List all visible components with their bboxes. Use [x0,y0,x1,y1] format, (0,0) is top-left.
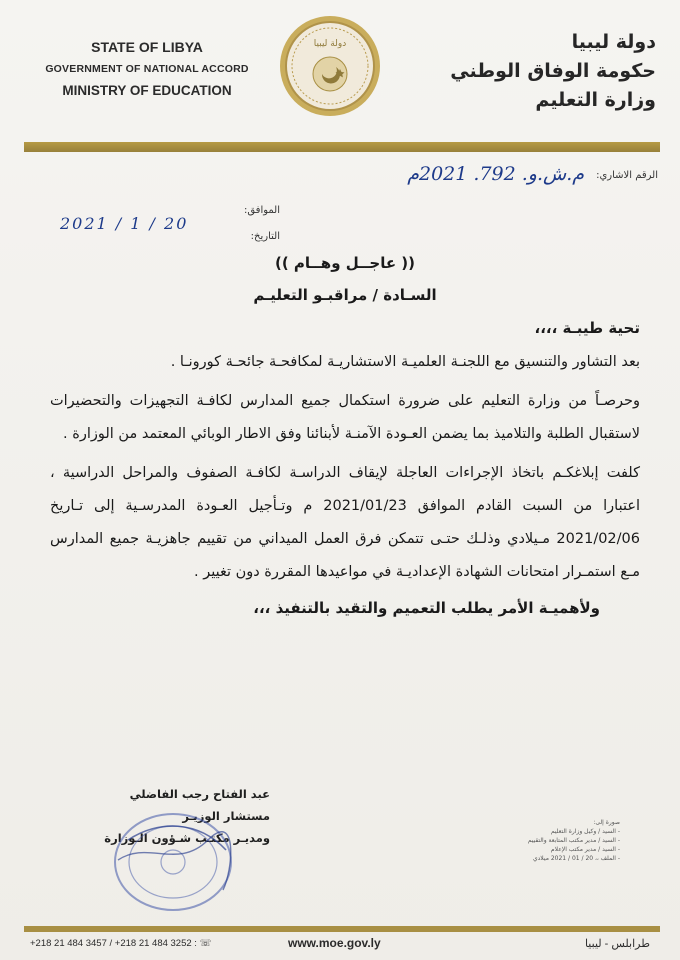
copy-recipient: - السيد / وكيل وزارة التعليم [550,828,620,835]
addressee: السـادة / مراقبـو التعليـم [253,286,437,304]
reference-number: م.ش.و. 792. 2021م [407,163,584,185]
footer-divider [24,926,660,932]
footer-city: طرابلس - ليبيا [584,938,650,950]
copy-recipient: - السيد / مدير مكتب المتابعة والتقييم [527,837,620,844]
closing-line: ولأهميـة الأمر يطلب التعميم والتقيد بالتنفيذ ،،، [253,599,600,617]
official-stamp-icon [108,810,238,915]
reference-label: الرقم الاشاري: [596,170,658,181]
paragraph: وحرصـاً من وزارة التعليم على ضرورة استكمال جميع المدارس لكافـة التجهيزات والتحضيرات لاستقبال الطلبة والتلاميذ بما يضمن العـودة الآمنـة لأبنائنا وفق الاطار الوبائي المعتمد من الوزارة . [50,393,640,442]
date-label: التاريخ: [250,231,280,242]
letterhead-ministry-ar: وزارة التعليم [535,89,656,111]
copies-list [440,818,620,863]
libya-emblem-icon [278,14,382,118]
letter-footer [30,936,650,954]
letter-date: 2021 / 1 / 20 [60,214,189,233]
corresp-label: الموافق: [243,205,280,216]
footer-phones: +218 21 484 3457 / +218 21 484 3252 : ☏ [30,938,212,949]
paragraph: بعد التشاور والتنسيق مع اللجنـة العلميـة الاستشاريـة لمكافحـة جائحـة كورونـا . [170,354,640,370]
urgency-heading: (( عاجــل وهــام )) [274,254,416,272]
letterhead-state-ar: دولة ليبيا [571,31,656,53]
copies-heading: صورة إلى: [593,819,620,826]
letter-paragraphs [50,346,640,589]
header-divider [24,142,660,152]
letter-body [50,250,640,623]
signatory-title: مستشار الوزيـر [182,809,270,823]
footer-website: www.moe.gov.ly [288,936,381,950]
date-labels [190,198,280,250]
arabic-letterhead [436,28,656,115]
letterhead-government: GOVERNMENT OF NATIONAL ACCORD [45,63,249,75]
letterhead-government-ar: حكومة الوفاق الوطني [450,60,656,82]
paragraph: كلفت إبلاغكـم باتخاذ الإجراءات العاجلة لإيقاف الدراسـة لكافـة الصفوف والمراحل الدراسية ، اعتبارا من السبت القادم الموافق 2021/01/23 م وتـأجيل العـودة المدرسـية إلى تـاريخ 2021/02/06 مـيلادي وذلـك حتـى تتمكن فرق العمل الميداني من تقييم جاهزيـة جميع المدارس مـع استمـرار امتحانات الشهادة الإعداديـة في مواعيدها المقررة دون تغيير . [50,465,641,580]
copy-recipient: - السيد / مدير مكتب الإعلام [550,846,620,853]
letterhead-state: STATE OF LIBYA [91,39,203,55]
signatory-name: عبد الفتاح رجب الفاضلي [129,787,270,801]
english-letterhead [22,36,272,102]
letterhead-ministry: MINISTRY OF EDUCATION [62,83,232,98]
emblem-caption: دولة ليبيا [313,39,347,49]
greeting: تحية طيبـة ،،،، [534,319,640,337]
signatory-office: ومديـر مكتـب شـؤون الـوزارة [104,831,270,845]
copy-file: - الملف ،، 20 / 01 / 2021 ميلادي [532,855,620,862]
